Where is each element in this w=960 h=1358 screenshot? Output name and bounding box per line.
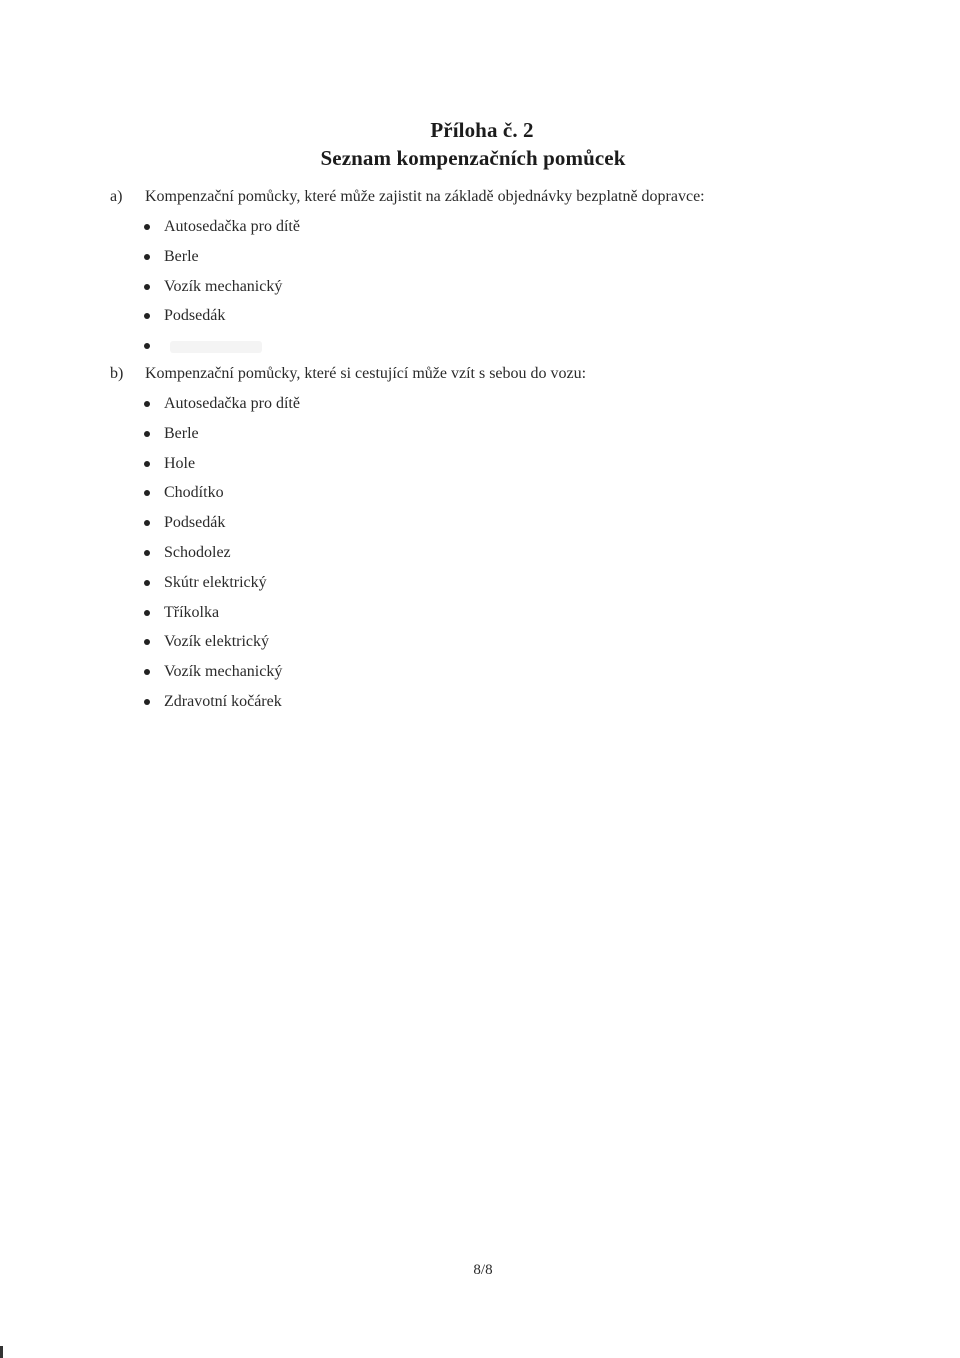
list-item-label: Autosedačka pro dítě — [164, 395, 300, 412]
list-item-label: Podsedák — [164, 514, 226, 532]
section-a-letter: a) — [110, 188, 123, 205]
list-item — [110, 687, 870, 717]
section-b — [110, 359, 870, 717]
list-item-label: Hole — [164, 454, 196, 472]
list-item — [110, 331, 870, 361]
list-item-label: Berle — [164, 424, 199, 442]
list-item-label: Podsedák — [164, 307, 226, 325]
section-a-list — [110, 212, 870, 361]
list-item — [110, 389, 870, 419]
list-item — [110, 598, 870, 628]
bullet-icon — [144, 610, 150, 616]
list-item-label: Vozík mechanický — [164, 663, 283, 681]
bullet-icon — [144, 699, 150, 705]
list-item-label: Autosedačka pro dítě — [164, 218, 300, 235]
list-item — [110, 627, 870, 657]
list-item — [110, 242, 870, 272]
list-item-label: Chodítko — [164, 484, 224, 502]
bullet-icon — [144, 431, 150, 437]
section-a-heading-row — [110, 182, 870, 212]
section-a-heading: Kompenzační pomůcky, které může zajistit na základě objednávky bezplatně dopravce: — [145, 188, 705, 205]
bullet-icon — [144, 313, 150, 319]
list-item-label: Tříkolka — [164, 603, 220, 621]
bullet-icon — [144, 520, 150, 526]
bullet-icon — [144, 254, 150, 260]
list-item-label: Berle — [164, 247, 199, 265]
list-item — [110, 212, 870, 242]
bullet-icon — [144, 224, 150, 230]
section-a — [110, 182, 870, 361]
list-item — [110, 301, 870, 331]
bullet-icon — [144, 490, 150, 496]
list-item — [110, 657, 870, 687]
list-item-label: Skútr elektrický — [164, 573, 267, 591]
document-title: Příloha č. 2 — [430, 118, 534, 142]
list-item — [110, 508, 870, 538]
bullet-icon — [144, 284, 150, 290]
list-item — [110, 419, 870, 449]
section-b-letter: b) — [110, 365, 124, 382]
list-item-label: Vozík elektrický — [164, 633, 270, 651]
section-b-list — [110, 389, 870, 717]
list-item-label: Schodolez — [164, 543, 231, 561]
bullet-icon — [144, 401, 150, 407]
bullet-icon — [144, 550, 150, 556]
bullet-icon — [144, 669, 150, 675]
document-subtitle: Seznam kompenzačních pomůcek — [320, 146, 626, 170]
list-item-label: Vozík mechanický — [164, 277, 283, 295]
page-number: 8/8 — [473, 1262, 493, 1278]
list-item — [110, 568, 870, 598]
bullet-icon — [144, 639, 150, 645]
list-item — [110, 449, 870, 479]
section-b-heading-row — [110, 359, 870, 389]
list-item — [110, 478, 870, 508]
list-item — [110, 538, 870, 568]
bullet-icon — [144, 343, 150, 349]
scan-edge-mark — [0, 1346, 3, 1358]
erased-text-mark — [170, 341, 262, 353]
list-item — [110, 272, 870, 302]
title-block — [0, 116, 960, 172]
section-b-heading: Kompenzační pomůcky, které si cestující může vzít s sebou do vozu: — [145, 365, 587, 382]
bullet-icon — [144, 580, 150, 586]
bullet-icon — [144, 461, 150, 467]
list-item-label: Zdravotní kočárek — [164, 692, 282, 710]
